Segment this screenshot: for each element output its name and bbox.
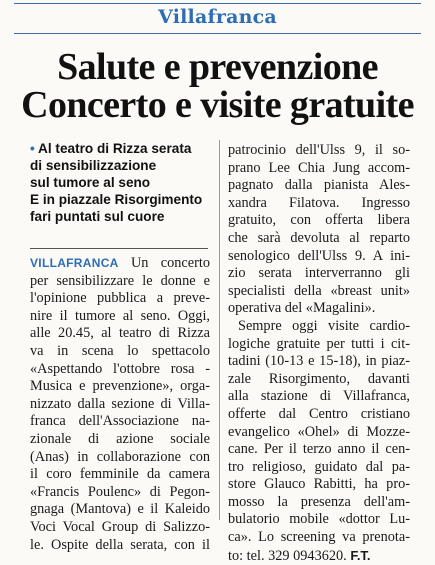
article-line: franca dell'Associazione na- [30, 413, 210, 430]
article-line-text: Un concerto [118, 255, 210, 271]
summary-divider [30, 248, 208, 249]
article-line: zionale di azione sociale [30, 430, 210, 447]
article-line: nire il tumore al seno. Oggi, [30, 307, 210, 324]
article-line: zio serata interverranno gli [228, 265, 410, 282]
summary-line: fari puntati sul cuore [30, 209, 165, 224]
section-bottom-rule [14, 33, 421, 34]
article-line: tro religioso, guidato dal pa- [228, 458, 410, 475]
article-line: alla stazione di Villafranca, [228, 388, 410, 405]
section-top-rule [14, 3, 421, 4]
article-line: prano Lee Chia Jung accom- [228, 159, 410, 176]
summary-line [30, 140, 210, 157]
article-line: per sensibilizzare le donne e [30, 272, 210, 289]
article-column-right [228, 142, 410, 565]
author-signature: F.T. [350, 547, 371, 563]
article-line: Sempre oggi visite cardio- [238, 317, 410, 334]
article-line: xandra Filatova. Ingresso [228, 194, 410, 211]
article-left-lines [30, 273, 210, 555]
article-last-line [228, 547, 410, 565]
article-line: alle 20.45, al teatro di Rizza [30, 325, 210, 342]
article-line: il coro femminile da camera [30, 466, 210, 483]
headline-line-1: Salute e prevenzione [57, 46, 378, 88]
article-line-text: to: tel. 329 0943620. [228, 547, 351, 564]
article-line: le. Ospite della serata, con il [30, 536, 210, 553]
article-line: evangelico «Ohel» di Mozze- [228, 423, 410, 440]
article-line: (Anas) in collaborazione con [30, 448, 210, 465]
article-right-paragraph-1 [228, 142, 410, 318]
article-line: l'opinione pubblica a preve- [30, 290, 210, 307]
article-line: che sarà devoluta al reparto [228, 229, 410, 246]
article-line: cane. Per il terzo anno il cen- [228, 441, 410, 458]
article-line: gnaga (Mantova) e il Kaleido [30, 501, 210, 518]
column-divider [219, 140, 220, 520]
headline [0, 48, 435, 124]
article-line: nizzato dalla sezione di Villa- [30, 395, 210, 412]
article-line: specialisti della «breast unit» [228, 282, 410, 299]
article-line: ca». Lo screening va prenota- [228, 529, 410, 546]
article-line: Voci Vocal Group di Salizzo- [30, 518, 210, 535]
article-first-line [30, 255, 210, 273]
article-line: pagnato dalla pianista Ales- [228, 177, 410, 194]
article-line: tadini (10-13 e 15-18), in piaz- [228, 353, 410, 370]
article-line: patrocinio dell'Ulss 9, il so- [228, 142, 410, 158]
article-line: «Francis Poulenc» di Pegon- [30, 483, 210, 500]
article-line: bulatorio mobile «dottor Lu- [228, 511, 410, 528]
article-line: operativa del «Magalini». [228, 300, 376, 317]
summary-line: sul tumore al seno [30, 175, 151, 190]
bullet-icon: • [30, 141, 35, 156]
article-right-paragraph-2 [228, 318, 410, 547]
article-line: mosso la presenza dell'am- [228, 493, 410, 510]
article-line: «Aspettando l'ottobre rosa - [30, 360, 210, 377]
article-line: Musica e prevenzione», orga- [30, 378, 210, 395]
summary-line: E in piazzale Risorgimento [30, 192, 203, 207]
summary-line-text: Al teatro di Rizza serata [38, 141, 192, 156]
article-line: gratuito, con offerta libera [228, 212, 410, 229]
summary-box [30, 140, 210, 225]
article-line: offerte dal Centro cristiano [228, 405, 410, 422]
article-column-left [30, 255, 210, 554]
article-line: va in scena lo spettacolo [30, 342, 210, 359]
article-line: logiche gratuite per tutti i cit- [228, 335, 410, 352]
dateline: VILLAFRANCA [30, 256, 119, 270]
summary-line: di sensibilizzazione [30, 158, 157, 173]
article-line: zale Risorgimento, davanti [228, 370, 410, 387]
headline-line-2: Concerto e visite gratuite [21, 84, 414, 126]
article-line: store Glauco Rabitti, ha pro- [228, 476, 410, 493]
section-title: Villafranca [158, 6, 277, 28]
section-header [0, 0, 435, 34]
article-line: senologico dell'Ulss 9. A ini- [228, 247, 410, 264]
